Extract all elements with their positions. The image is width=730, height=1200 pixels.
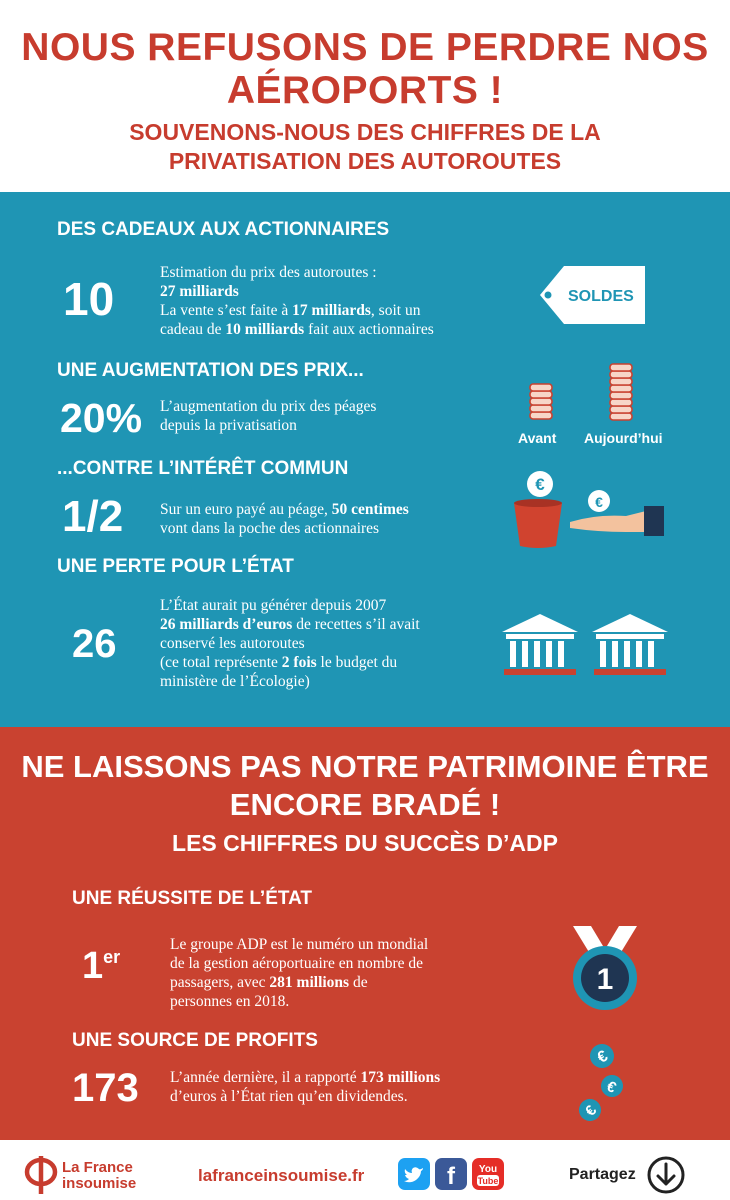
medal-number: 1 bbox=[596, 963, 614, 996]
desc-text: de recettes s’il avait bbox=[292, 616, 420, 633]
red-title-line2: ENCORE BRADÉ ! bbox=[229, 787, 501, 822]
desc-line: de la gestion aéroportuaire en nombre de bbox=[170, 955, 424, 972]
youtube-line2: Tube bbox=[477, 1176, 499, 1186]
stat-26-description bbox=[160, 596, 500, 691]
red-title-line1: NE LAISSONS PAS NOTRE PATRIMOINE ÊTRE bbox=[21, 749, 709, 784]
header bbox=[0, 0, 730, 192]
stat-10: 10 bbox=[63, 273, 115, 325]
desc-line: L’État aurait pu générer depuis 2007 bbox=[160, 597, 387, 614]
stat-26: 26 bbox=[72, 622, 117, 666]
main-title-line1: NOUS REFUSONS DE PERDRE NOS bbox=[21, 26, 709, 69]
euro-symbol: € bbox=[595, 494, 603, 510]
desc-text: L’année dernière, il a rapporté bbox=[170, 1069, 361, 1086]
stat-173: 173 bbox=[72, 1066, 139, 1110]
facebook-icon[interactable] bbox=[435, 1158, 467, 1190]
desc-text: fait aux actionnaires bbox=[304, 321, 434, 338]
desc-text: cadeau de bbox=[160, 321, 226, 338]
price-tag-icon bbox=[540, 266, 645, 324]
stat-20-description bbox=[160, 397, 490, 435]
phi-logo-icon[interactable] bbox=[24, 1152, 58, 1196]
red-main-title bbox=[0, 748, 730, 824]
website-link[interactable]: lafranceinsoumise.fr bbox=[198, 1166, 365, 1185]
section-title-interet-commun: ...CONTRE L’INTÉRÊT COMMUN bbox=[57, 458, 349, 479]
desc-line: d’euros à l’État rien qu’en dividendes. bbox=[170, 1088, 408, 1105]
brand-line2: insoumise bbox=[62, 1175, 137, 1192]
stat-first-number: 1 bbox=[82, 945, 104, 987]
brand-name[interactable] bbox=[62, 1160, 136, 1192]
section-title-cadeaux: DES CADEAUX AUX ACTIONNAIRES bbox=[57, 219, 390, 240]
youtube-icon[interactable] bbox=[472, 1158, 504, 1190]
share-label: Partagez bbox=[569, 1166, 636, 1183]
subtitle-line2: PRIVATISATION DES AUTOROUTES bbox=[168, 148, 562, 174]
desc-text: La vente s’est faite à bbox=[160, 302, 293, 319]
desc-line: personnes en 2018. bbox=[170, 993, 290, 1010]
desc-bold: 10 milliards bbox=[225, 321, 305, 338]
label-aujourdhui: Aujourd’hui bbox=[584, 430, 663, 446]
soldes-label: SOLDES bbox=[568, 288, 634, 305]
section-title-perte-etat: UNE PERTE POUR L’ÉTAT bbox=[57, 556, 294, 577]
euro-symbol: € bbox=[594, 1047, 611, 1067]
medal-icon bbox=[565, 922, 645, 1014]
stat-10-description bbox=[160, 263, 500, 339]
euro-coins-icon bbox=[572, 1040, 632, 1125]
section-title-reussite: UNE RÉUSSITE DE L’ÉTAT bbox=[72, 888, 312, 909]
desc-line: depuis la privatisation bbox=[160, 417, 297, 434]
desc-line: Le groupe ADP est le numéro un mondial bbox=[170, 936, 429, 953]
desc-bold: 27 milliards bbox=[160, 283, 239, 300]
desc-text: , soit un bbox=[370, 302, 421, 319]
desc-line: L’augmentation du prix des péages bbox=[160, 398, 377, 415]
bank-building-icon bbox=[500, 612, 580, 678]
desc-bold: 2 fois bbox=[281, 654, 317, 671]
coin-stack-small-icon bbox=[528, 378, 554, 422]
desc-text: de bbox=[349, 974, 368, 991]
subtitle-line1: SOUVENONS-NOUS DES CHIFFRES DE LA bbox=[129, 119, 601, 145]
desc-text: Sur un euro payé au péage, bbox=[160, 501, 332, 518]
arrow-down-circle-icon[interactable] bbox=[646, 1155, 686, 1195]
desc-text: (ce total représente bbox=[160, 654, 282, 671]
desc-text: le budget du bbox=[316, 654, 398, 671]
euro-symbol: € bbox=[581, 1102, 601, 1120]
desc-bold: 17 milliards bbox=[292, 302, 371, 319]
brand-line1: La France bbox=[62, 1159, 133, 1176]
desc-bold: 50 centimes bbox=[331, 501, 409, 518]
bucket-and-hand-icon bbox=[508, 470, 668, 552]
bank-building-icon bbox=[590, 612, 670, 678]
stat-first bbox=[82, 945, 120, 988]
twitter-icon[interactable] bbox=[398, 1158, 430, 1190]
stat-20-percent: 20% bbox=[60, 395, 143, 441]
desc-line: vont dans la poche des actionnaires bbox=[160, 520, 380, 537]
desc-bold: 281 millions bbox=[269, 974, 350, 991]
desc-line: conservé les autoroutes bbox=[160, 635, 305, 652]
desc-bold: 173 millions bbox=[360, 1069, 441, 1086]
desc-bold: 26 milliards d’euros bbox=[160, 616, 293, 633]
youtube-line1: You bbox=[478, 1164, 498, 1175]
stat-half: 1/2 bbox=[62, 492, 124, 541]
label-avant: Avant bbox=[518, 430, 557, 446]
subtitle bbox=[0, 118, 730, 176]
euro-symbol: € bbox=[535, 475, 545, 494]
coin-stack-tall-icon bbox=[608, 360, 634, 422]
desc-line: ministère de l’Écologie) bbox=[160, 673, 310, 690]
desc-text: passagers, avec bbox=[170, 974, 270, 991]
desc-line: Estimation du prix des autoroutes : bbox=[160, 264, 377, 281]
section-title-augmentation: UNE AUGMENTATION DES PRIX... bbox=[57, 360, 364, 381]
stat-173-description bbox=[170, 1068, 500, 1106]
main-title-line2: AÉROPORTS ! bbox=[226, 69, 504, 112]
red-subtitle: LES CHIFFRES DU SUCCÈS D’ADP bbox=[172, 830, 558, 856]
stat-first-suffix: er bbox=[103, 947, 121, 967]
stat-first-description bbox=[170, 935, 500, 1011]
main-title bbox=[0, 26, 730, 112]
euro-symbol: € bbox=[603, 1077, 619, 1097]
stat-half-description bbox=[160, 500, 490, 538]
section-title-profits: UNE SOURCE DE PROFITS bbox=[72, 1030, 318, 1051]
facebook-letter: f bbox=[447, 1163, 455, 1190]
